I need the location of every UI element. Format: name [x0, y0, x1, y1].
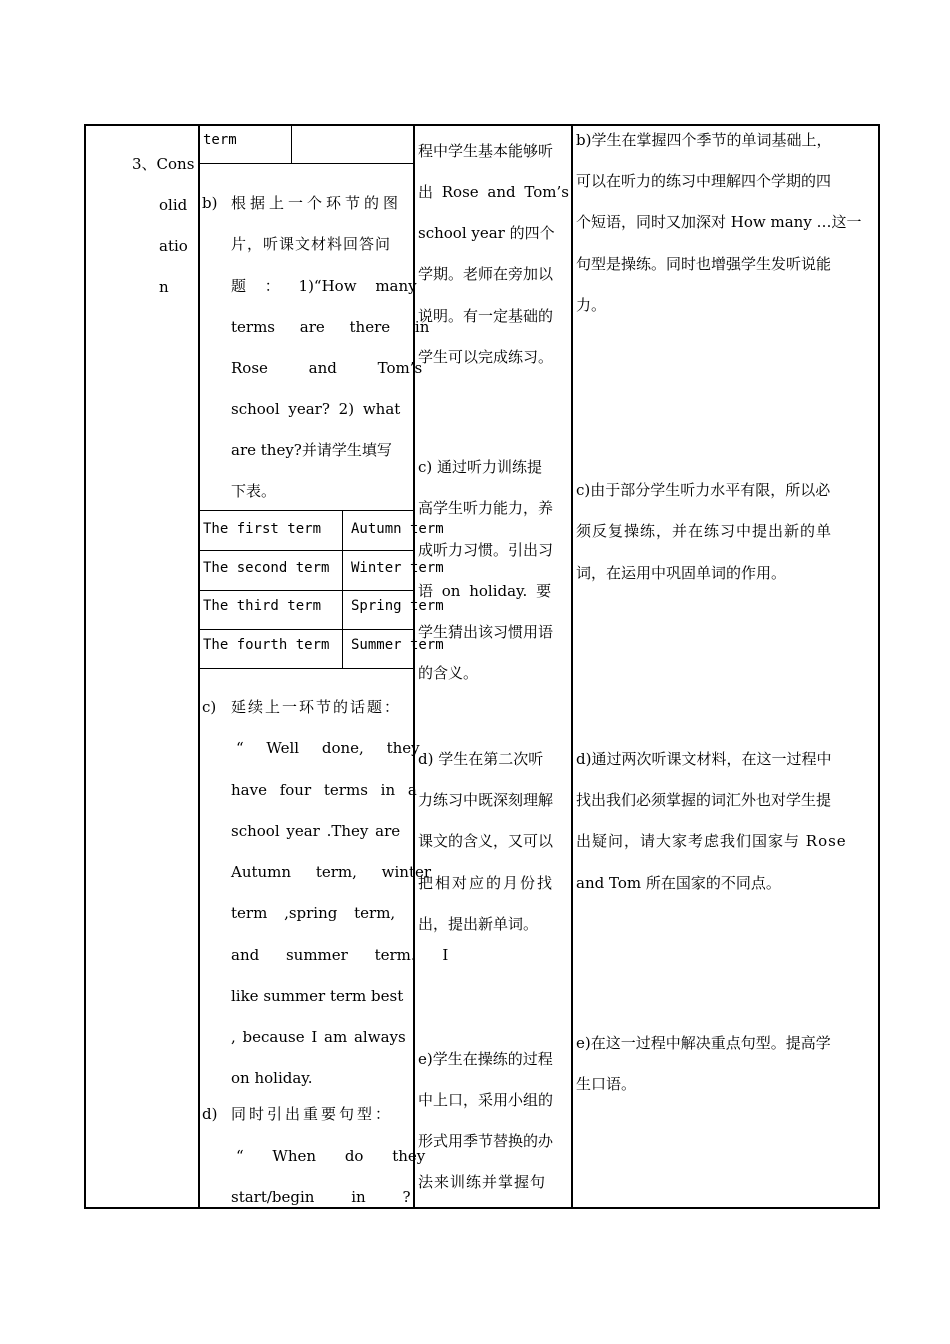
col4-c-line: 词，在运用中巩固单词的作用。 [576, 564, 787, 582]
col3-c-line: 学生猜出该习惯用语 [418, 623, 554, 641]
col3-c-line: 成听力习惯。引出习 [418, 541, 554, 559]
activity-b-line [231, 317, 430, 337]
col4-d-line: d)通过两次听课文材料，在这一过程中 [576, 750, 832, 768]
activity-c-line: , because I am always [231, 1028, 406, 1046]
activity-d-line: start/begin in ? [231, 1188, 411, 1206]
section-label-line: atio [159, 237, 188, 255]
activity-b-line [231, 358, 423, 378]
term-name: The fourth term [203, 637, 330, 653]
col4-c-line: 须反复操练，并在练习中提出新的单 [576, 522, 833, 540]
col3-d-line: 把相对应的月份找 [418, 874, 555, 892]
col4-d-line: 出疑问，请大家考虑我们国家与 Rose [576, 832, 847, 850]
activity-b-line: 下表。 [231, 482, 277, 500]
item-marker-b: b) [202, 194, 218, 212]
term-name: The second term [203, 560, 330, 576]
col3-a-line: 学期。老师在旁加以 [418, 265, 554, 283]
col3-e-line: 中上口，采用小组的 [418, 1091, 554, 1109]
activity-b-text: Rose and Tom’s [231, 359, 423, 377]
col3-e-line: 法来训练并掌握句 [418, 1173, 547, 1191]
col3-c-line: 高学生听力能力，养 [418, 499, 554, 517]
col4-b-line: 力。 [576, 296, 607, 314]
col4-b-line: b)学生在掌握四个季节的单词基础上， [576, 131, 832, 149]
col3-a-line: 出 Rose and Tom’s [418, 183, 569, 201]
column-divider-1 [198, 124, 200, 1209]
col4-b-line: 个短语，同时又加深对 How many …这一 [576, 213, 862, 231]
item-marker-d: d) [202, 1105, 218, 1123]
column-divider-3 [571, 124, 573, 1209]
term-season: Autumn term [351, 521, 444, 537]
table-border-top [84, 124, 880, 126]
item-marker-c: c) [202, 698, 217, 716]
col4-b-line: 可以在听力的练习中理解四个学期的四 [576, 172, 832, 190]
top-cell-bottom [199, 163, 414, 164]
col3-d-line: 课文的含义，又可以 [418, 832, 554, 850]
activity-c-line: and summer term. I [231, 946, 449, 964]
activity-b-line: school year? 2) what [231, 400, 401, 418]
col3-c-line: 的含义。 [418, 664, 479, 682]
term-season: Winter term [351, 560, 444, 576]
term-table-line-1 [199, 550, 414, 551]
term-season: Spring term [351, 598, 444, 614]
activity-d-line: 同时引出重要句型： [231, 1105, 394, 1123]
col3-a-line: 说明。有一定基础的 [418, 307, 554, 325]
term-name: The third term [203, 598, 322, 614]
term-table-line-2 [199, 590, 414, 591]
col3-e-line: e)学生在操练的过程 [418, 1050, 553, 1068]
term-name: The first term [203, 521, 322, 537]
activity-c-line: like summer term best [231, 987, 404, 1005]
activity-c-line: 延续上一环节的话题： [231, 698, 402, 716]
activity-b-text: terms are there in [231, 318, 430, 336]
activity-b-line [231, 276, 417, 296]
col3-a-line: school year 的四个 [418, 224, 555, 242]
term-table-line-4 [199, 668, 414, 669]
col3-d-line: d) 学生在第二次听 [418, 750, 544, 768]
col4-e-line: 生口语。 [576, 1075, 637, 1093]
activity-c-line: term ,spring term, [231, 904, 396, 922]
section-label-line: 3、Cons [132, 155, 195, 173]
col3-c-line: 语 on holiday. 要 [418, 582, 552, 600]
table-border-bottom [84, 1207, 880, 1209]
section-label-line: olid [159, 196, 188, 214]
activity-c-line: on holiday. [231, 1069, 313, 1087]
term-season: Summer term [351, 637, 444, 653]
activity-b-line [231, 193, 411, 213]
activity-b-text: 根据上一个环节的图 [231, 194, 403, 212]
top-cell-text: term [203, 132, 237, 148]
col4-b-line: 句型是操练。同时也增强学生发听说能 [576, 255, 832, 273]
col3-a-line: 程中学生基本能够听 [418, 142, 554, 160]
col3-e-line: 形式用季节替换的办 [418, 1132, 554, 1150]
table-border-left [84, 124, 86, 1209]
col4-c-line: c)由于部分学生听力水平有限，所以必 [576, 481, 831, 499]
activity-c-line: “ Well done, they [236, 739, 420, 757]
col4-d-line: 找出我们必须掌握的词汇外也对学生提 [576, 791, 832, 809]
col3-c-line: c) 通过听力训练提 [418, 458, 543, 476]
activity-d-line: “ When do they [236, 1147, 426, 1165]
term-table-line-3 [199, 629, 414, 630]
top-cell-divider [291, 124, 292, 164]
col3-a-line: 学生可以完成练习。 [418, 348, 554, 366]
section-label-line: n [159, 278, 169, 296]
term-table-line-0 [199, 510, 414, 511]
activity-c-line: Autumn term, winter [231, 863, 432, 881]
activity-b-text: 题 ： 1)“How many [231, 277, 417, 295]
col3-d-line: 力练习中既深刻理解 [418, 791, 554, 809]
table-border-right [878, 124, 880, 1209]
term-table-divider [342, 510, 343, 668]
col4-d-line: and Tom 所在国家的不同点。 [576, 874, 781, 892]
activity-b-line: are they?并请学生填写 [231, 441, 392, 459]
col4-e-line: e)在这一过程中解决重点句型。提高学 [576, 1034, 831, 1052]
activity-b-line: 片，听课文材料回答问 [231, 235, 392, 253]
col3-d-line: 出，提出新单词。 [418, 915, 539, 933]
activity-c-line: school year .They are [231, 822, 401, 840]
activity-c-line: have four terms in a [231, 781, 417, 799]
